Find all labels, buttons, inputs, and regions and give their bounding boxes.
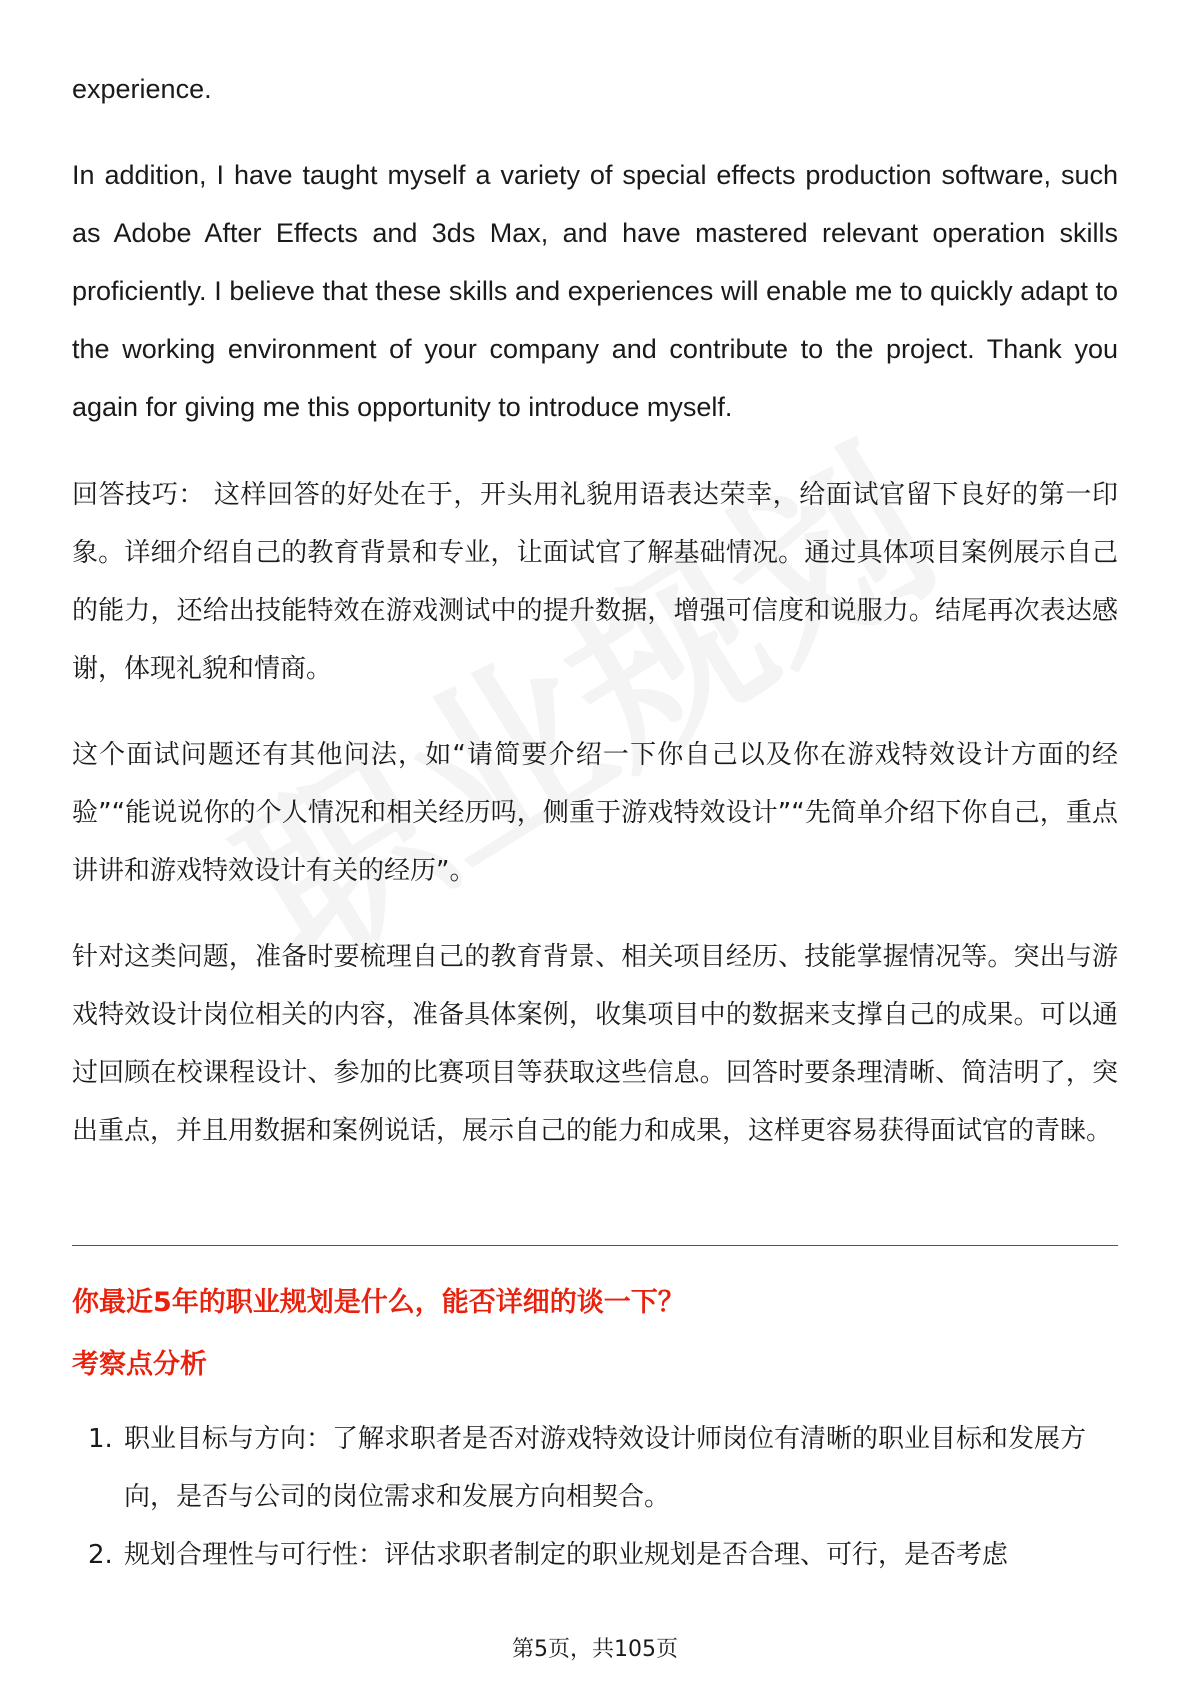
paragraph-alternative-questions: 这个面试问题还有其他问法，如“请简要介绍一下你自己以及你在游戏特效设计方面的经验”“能说说你的个人情况和相关经历吗，侧重于游戏特效设计”“先简单介绍下你自己，重点讲讲和游戏特效设计有关的经历”。 xyxy=(72,740,1118,886)
list-item-number: 1. xyxy=(88,1424,113,1454)
list-item xyxy=(72,1410,1118,1526)
list-item-text: 规划合理性与可行性：评估求职者制定的职业规划是否合理、可行，是否考虑 xyxy=(124,1540,1009,1570)
analysis-list xyxy=(72,1410,1118,1584)
paragraph-answer-tips: 回答技巧： 这样回答的好处在于，开头用礼貌用语表达荣幸，给面试官留下良好的第一印象。详细介绍自己的教育背景和专业，让面试官了解基础情况。通过具体项目案例展示自己的能力，还给出技能特效在游戏测试中的提升数据，增强可信度和说服力。结尾再次表达感谢，体现礼貌和情商。 xyxy=(72,480,1118,684)
list-item-number: 2. xyxy=(88,1540,113,1570)
page-footer: 第5页，共105页 xyxy=(512,1637,678,1662)
list-item xyxy=(72,1526,1118,1584)
question-title: 你最近5年的职业规划是什么，能否详细的谈一下？ xyxy=(72,1287,685,1318)
list-item-text: 职业目标与方向：了解求职者是否对游戏特效设计师岗位有清晰的职业目标和发展方向，是否与公司的岗位需求和发展方向相契合。 xyxy=(124,1424,1087,1512)
analysis-heading: 考察点分析 xyxy=(72,1349,207,1380)
paragraph-preparation-advice: 针对这类问题，准备时要梳理自己的教育背景、相关项目经历、技能掌握情况等。突出与游戏特效设计岗位相关的内容，准备具体案例，收集项目中的数据来支撑自己的成果。可以通过回顾在校课程设计、参加的比赛项目等获取这些信息。回答时要条理清晰、简洁明了，突出重点，并且用数据和案例说话，展示自己的能力和成果，这样更容易获得面试官的青睐。 xyxy=(72,942,1118,1146)
section-divider xyxy=(72,1245,1118,1246)
paragraph-software-skills: In addition, I have taught myself a variety of special effects production software, such as Adobe After Effects and 3ds Max, and have mastered relevant operation skills proficiently. I believe that these skills and experiences will enable me to quickly adapt to the working environment of your company and contribute to the project. Thank you again for giving me this opportunity to introduce myself. xyxy=(72,160,1118,422)
paragraph-experience: experience. xyxy=(72,74,212,104)
